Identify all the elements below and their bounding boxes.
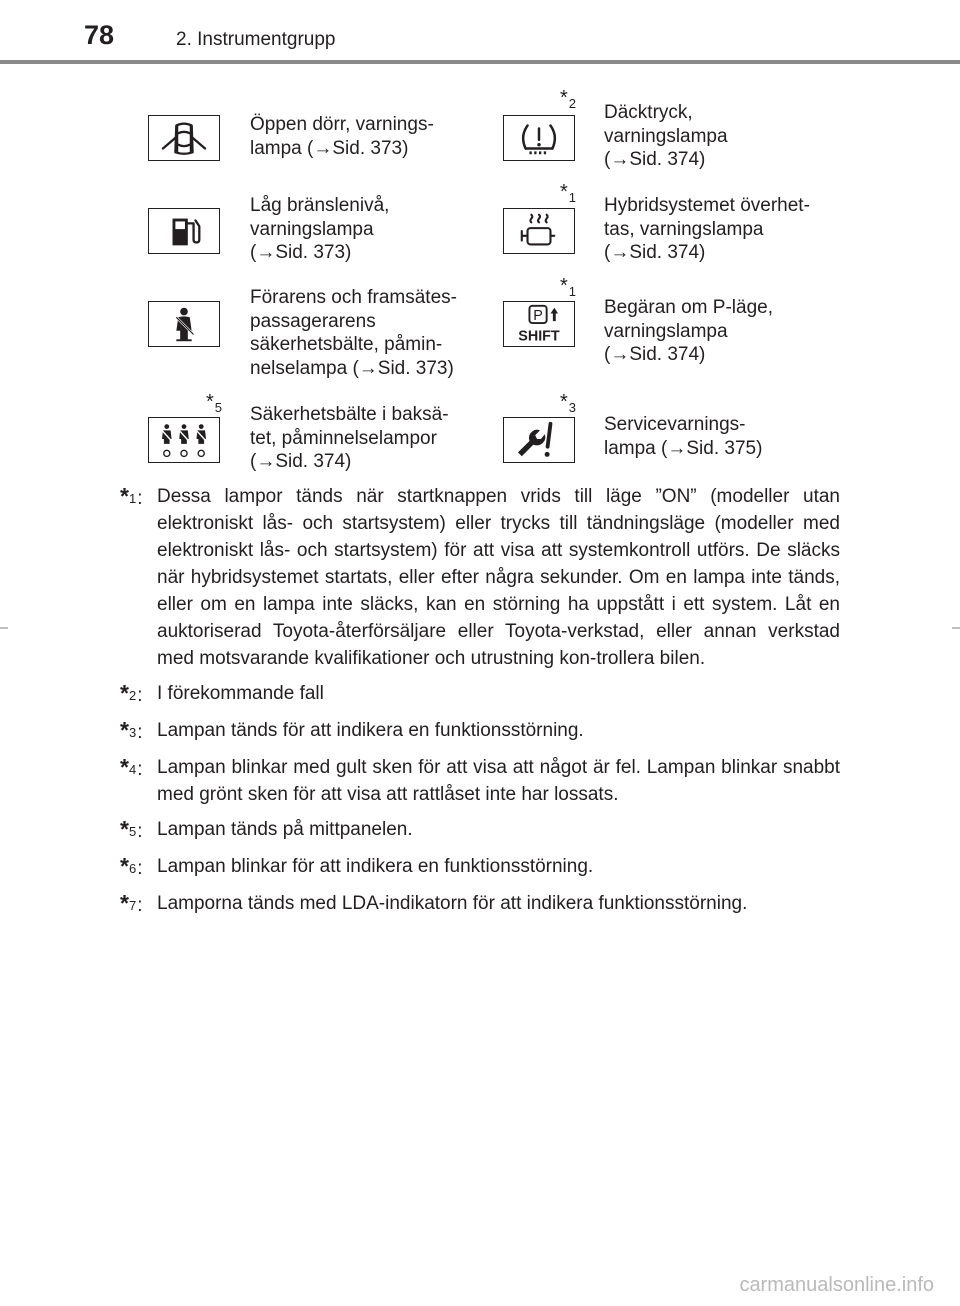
seatbelt-icon xyxy=(148,301,220,347)
p-letter: P xyxy=(533,308,543,325)
open-door-icon xyxy=(148,115,220,161)
footnote-mark: $*_1$ xyxy=(560,275,577,299)
hybrid-overheat-icon xyxy=(503,208,575,254)
footnote-1: *$^1$: Dessa lampor tänds när startknappen vrids till läge ”ON” (modeller utan elektroniskt lås- och startsystem) eller trycks till tändningsläge (modeller med elektroniskt lås- och startsystem) för att visa att systemkontroll utförs. De släcks när hybridsystemet startats, eller efter några sekunder. Om en lampa inte tänds, eller om en lampa inte släcks, kan en störning ha uppstått i ett system. Låt en auktoriserad Toyota-återförsäljare eller Toyota-verkstad, eller annan verkstad med motsvarande kvalifikationer och utrustning kon-trollera bilen. xyxy=(120,483,840,669)
footnote-mark: $*_2$ xyxy=(560,87,577,111)
footnote-2: *$^2$: I förekommande fall xyxy=(120,680,324,706)
indicator-desc-fuel: Låg bränslenivå, varningslampa (→Sid. 373) xyxy=(250,195,390,263)
footnote-5: *$^5$: Lampan tänds på mittpanelen. xyxy=(120,816,413,842)
footnote-4: *$^4$: Lampan blinkar med gult sken för att visa att något är fel. Lampan blinkar snabbt med grönt sken för att visa att rattlåset inte har lossats. xyxy=(120,754,840,805)
indicator-desc-hybrid-overheat: Hybridsystemet överhet- tas, varningslampa (→Sid. 374) xyxy=(604,195,810,263)
footnote-mark: $*_5$ xyxy=(206,391,223,415)
indicator-desc-tire-pressure: Däcktryck, varningslampa (→Sid. 374) xyxy=(604,102,728,170)
shift-label: SHIFT xyxy=(518,328,560,345)
indicator-desc-seatbelt: Förarens och framsätes- passagerarens säkerhetsbälte, påmin- nelselampa (→Sid. 373) xyxy=(250,287,457,379)
footnote-mark: $*_3$ xyxy=(560,391,577,415)
footnote-mark: $*_1$ xyxy=(560,181,577,205)
rear-seatbelt-icon xyxy=(148,417,220,463)
page-header xyxy=(0,0,960,62)
header-rule xyxy=(0,60,960,64)
footnote-6: *$^6$: Lampan blinkar för att indikera en funktionsstörning. xyxy=(120,853,594,879)
tire-pressure-icon xyxy=(503,115,575,161)
indicator-desc-open-door: Öppen dörr, varnings- lampa (→Sid. 373) xyxy=(250,114,434,159)
fuel-pump-icon xyxy=(148,208,220,254)
indicator-desc-service: Servicevarnings- lampa (→Sid. 375) xyxy=(604,414,763,459)
p-shift-icon xyxy=(503,301,575,347)
service-warning-icon xyxy=(503,417,575,463)
footnote-7: *$^7$: Lamporna tänds med LDA-indikatorn för att indikera funktionsstörning. xyxy=(120,890,748,916)
indicator-desc-rear-seatbelt: Säkerhetsbälte i baksä- tet, påminnelselampor (→Sid. 374) xyxy=(250,404,449,472)
chapter-title: 2. Instrumentgrupp xyxy=(176,29,336,50)
watermark: carmanualsonline.info xyxy=(739,1274,934,1296)
crop-mark-left xyxy=(0,627,8,629)
page-number: 78 xyxy=(84,20,115,50)
indicator-desc-p-shift: Begäran om P-läge, varningslampa (→Sid. 374) xyxy=(604,297,773,365)
footnote-3: *$^3$: Lampan tänds för att indikera en funktionsstörning. xyxy=(120,717,584,743)
footnote-list xyxy=(120,483,840,927)
crop-mark-right xyxy=(952,627,960,629)
